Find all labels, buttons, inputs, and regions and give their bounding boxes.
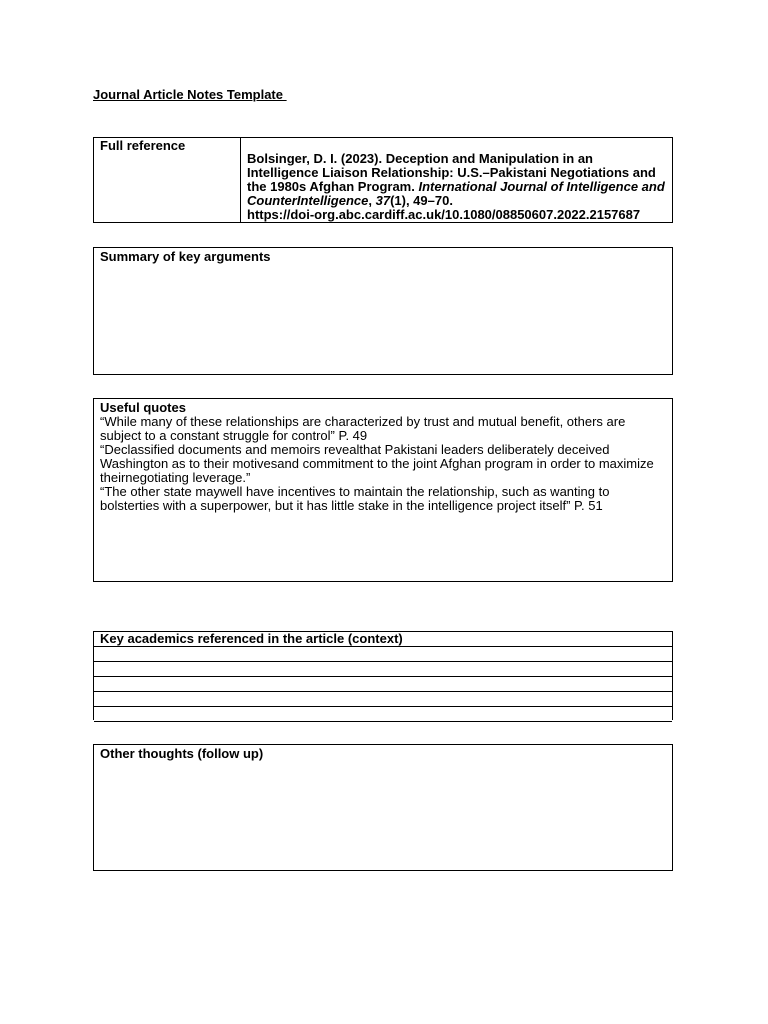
academics-table [93, 631, 673, 720]
full-reference-label: Full reference [94, 138, 241, 222]
academics-row [94, 647, 672, 662]
summary-box [93, 247, 673, 375]
reference-volume: 37 [375, 193, 391, 208]
reference-journal: International Journal of Intelligence and CounterIntelligence [247, 179, 665, 208]
academics-row [94, 707, 672, 722]
quote-item: “The other state maywell have incentives to maintain the relationship, such as wanting to bolsterties with a superpower, but it has little stake in the intelligence project itself” P. 51 [100, 484, 610, 513]
full-reference-value [241, 138, 672, 222]
academics-row [94, 692, 672, 707]
academics-label: Key academics referenced in the article (context) [94, 632, 672, 647]
reference-authors-title: Bolsinger, D. I. (2023). Deception and Manipulation in an Intelligence Liaison Relationship: U.S.–Pakistani Negotiations and the 1980s Afghan Program. [247, 151, 656, 194]
quotes-box [93, 398, 673, 582]
full-reference-table [93, 137, 673, 223]
quotes-list [94, 415, 672, 513]
reference-separator: , [368, 193, 376, 208]
quote-item: “While many of these relationships are characterized by trust and mutual benefit, others are subject to a constant struggle for control” P. 49 [100, 414, 626, 443]
academics-row [94, 662, 672, 677]
reference-issue-pages: (1), 49–70. [390, 193, 453, 208]
page-title: Journal Article Notes Template [93, 87, 287, 102]
academics-row [94, 677, 672, 692]
summary-label: Summary of key arguments [100, 249, 271, 264]
reference-doi: https://doi-org.abc.cardiff.ac.uk/10.1080/08850607.2022.2157687 [247, 207, 641, 222]
quote-item: “Declassified documents and memoirs revealthat Pakistani leaders deliberately deceived Washington as to their motivesand commitment to the joint Afghan program in order to maximize theirnegotiating leverage.” [100, 442, 654, 485]
other-thoughts-label: Other thoughts (follow up) [100, 746, 264, 761]
quotes-label: Useful quotes [100, 400, 186, 415]
other-thoughts-box [93, 744, 673, 871]
